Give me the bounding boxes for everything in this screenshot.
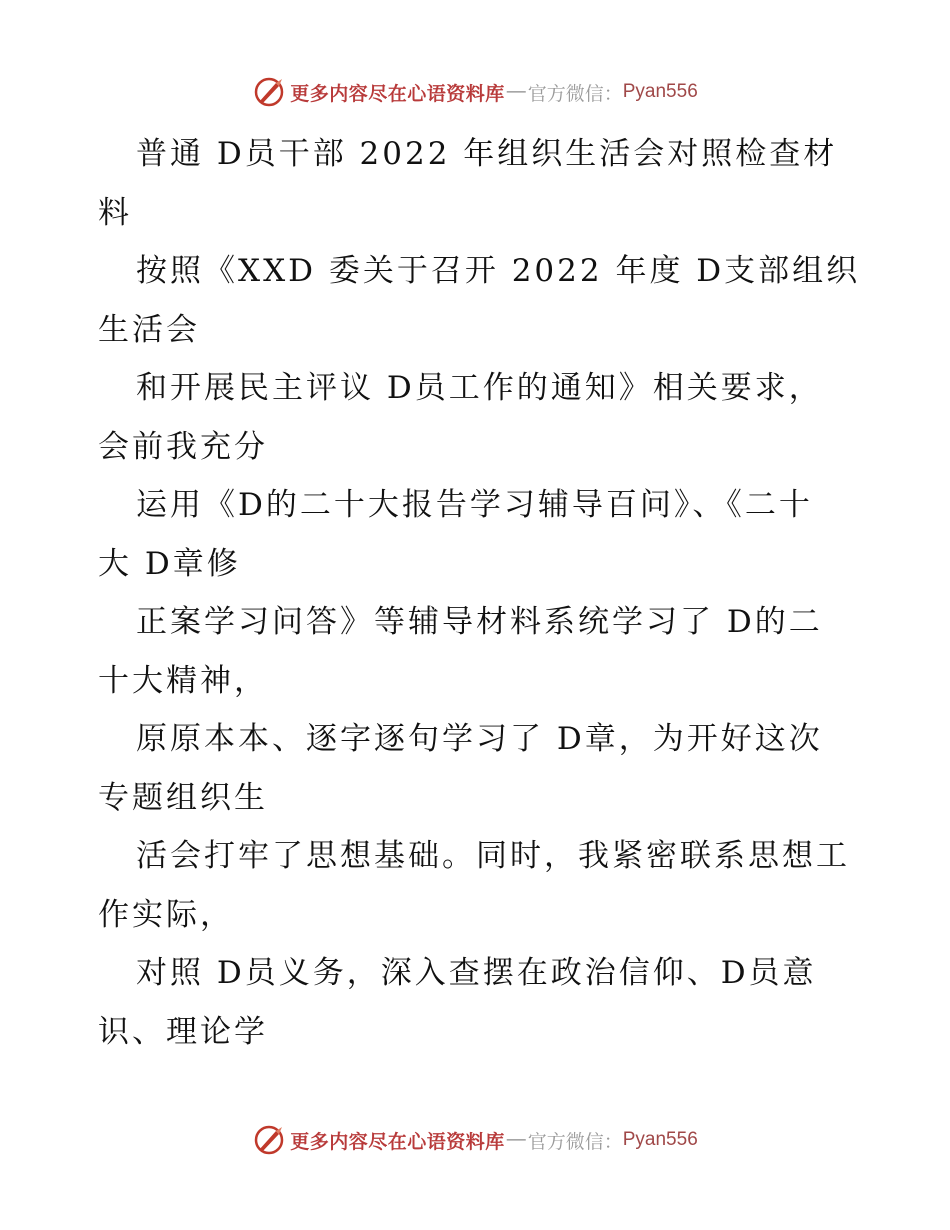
text-line: 活会打牢了思想基础。同时，我紧密联系思想工 (136, 838, 850, 874)
text-line: 作实际， (98, 896, 234, 933)
brand-text: 更多内容尽在心语资料库 (290, 82, 505, 105)
quill-pen-circle-icon (252, 75, 286, 109)
header-banner (0, 72, 950, 112)
separator: — (506, 1129, 526, 1150)
wechat-label: 官方微信： (527, 1130, 623, 1153)
text-line: 对照 D员义务，深入查摆在政治信仰、D员意 (136, 955, 817, 991)
wechat-account: Pyan556 (622, 1129, 698, 1150)
footer-banner (0, 1120, 950, 1160)
text-line: 料 (98, 194, 132, 231)
text-line: 普通 D员干部 2022 年组织生活会对照检查材 (136, 136, 838, 172)
text-line: 会前我充分 (98, 428, 268, 465)
text-line: 识、理论学 (98, 1013, 268, 1050)
quill-pen-circle-icon (252, 1123, 286, 1157)
text-line: 正案学习问答》等辅导材料系统学习了 D的二 (136, 604, 823, 640)
text-line: 和开展民主评议 D员工作的通知》相关要求， (136, 370, 823, 406)
brand-text: 更多内容尽在心语资料库 (290, 1130, 505, 1153)
wechat-label: 官方微信： (527, 82, 623, 105)
text-line: 生活会 (98, 311, 200, 348)
text-line: 十大精神， (98, 662, 268, 699)
wechat-account: Pyan556 (622, 81, 698, 102)
document-body (98, 125, 861, 1061)
separator: — (506, 81, 526, 102)
text-line: 按照《XXD 委关于召开 2022 年度 D支部组织 (136, 253, 861, 289)
text-line: 运用《D的二十大报告学习辅导百问》、《二十 (136, 487, 813, 523)
text-line: 原原本本、逐字逐句学习了 D章，为开好这次 (136, 721, 823, 757)
text-line: 大 D章修 (98, 545, 241, 582)
text-line: 专题组织生 (98, 779, 268, 816)
